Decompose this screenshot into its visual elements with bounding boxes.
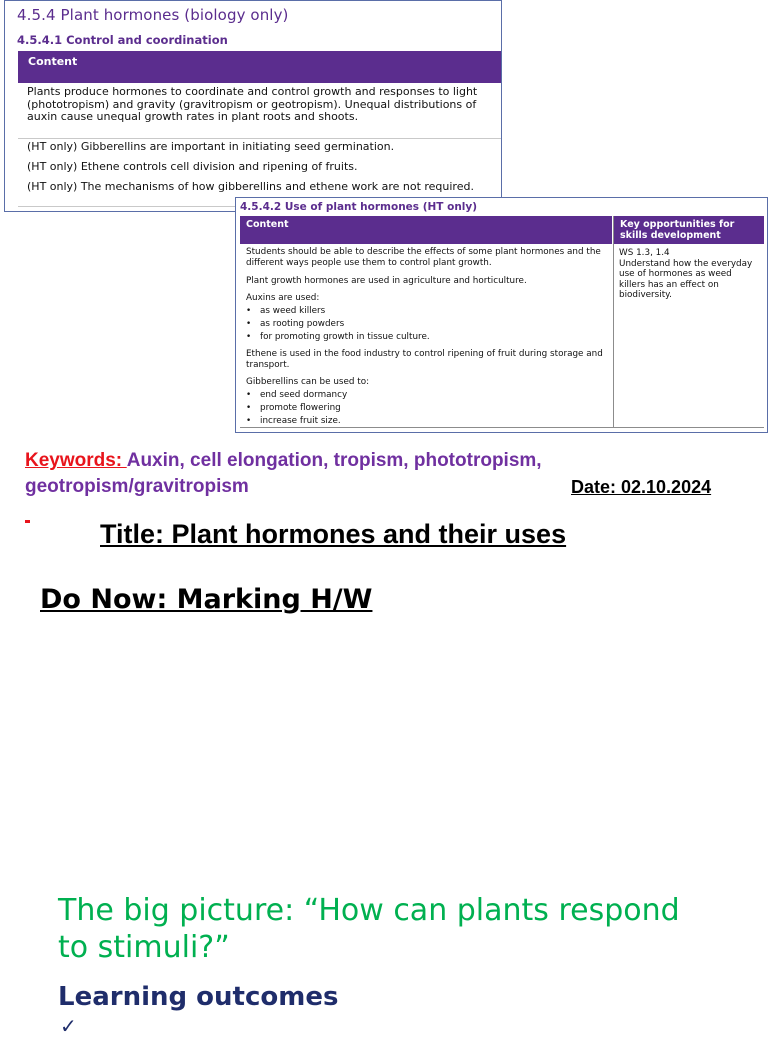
ws-reference: WS 1.3, 1.4 [619, 248, 670, 258]
spec2-skills-header: Key opportunities for skills development [614, 216, 764, 244]
spec1-subheading: 4.5.4.1 Control and coordination [17, 33, 228, 47]
list-item: • promote flowering [246, 403, 341, 413]
spec2-paragraph: Gibberellins can be used to: [246, 377, 370, 387]
spec2-paragraph: Auxins are used: [246, 293, 320, 303]
spec2-paragraph: Students should be able to describe the effects of some plant hormones and the different ways people use them to control plant growth. [246, 247, 601, 268]
keywords-label: Keywords: [25, 450, 127, 471]
bullet-icon: • [246, 403, 252, 413]
spec2-content-header: Content [240, 216, 612, 244]
big-picture-question: The big picture: “How can plants respond to stimuli?” [58, 893, 680, 965]
page-title: Title: Plant hormones and their uses [100, 519, 567, 549]
divider [240, 427, 764, 428]
list-item: • as weed killers [246, 306, 326, 316]
list-item: • for promoting growth in tissue culture. [246, 332, 430, 342]
bullet-icon: • [246, 390, 252, 400]
keywords [25, 448, 585, 500]
skills-text: Understand how the everyday use of hormones as weed killers has an effect on biodiversity. [619, 258, 753, 300]
red-dash-mark [25, 520, 30, 523]
spec-box-control-coordination [4, 0, 502, 212]
checkmark-icon: ✓ [60, 1014, 77, 1038]
spec1-paragraph: Plants produce hormones to coordinate and control growth and responses to light (phototropism) and gravity (gravitropism or geotropism). Unequal distributions of auxin cause unequal growth rates in plant roots and shoots. [27, 85, 478, 123]
spec1-paragraph: (HT only) The mechanisms of how gibberellins and ethene work are not required. [27, 180, 474, 193]
lesson-date: Date: 02.10.2024 [571, 477, 712, 497]
spec-box-use-of-hormones [235, 197, 768, 433]
spec2-heading: 4.5.4.2 Use of plant hormones (HT only) [240, 201, 478, 213]
spec2-paragraph: Ethene is used in the food industry to control ripening of fruit during storage and transport. [246, 349, 603, 370]
spec1-paragraph: (HT only) Ethene controls cell division and ripening of fruits. [27, 160, 358, 173]
learning-outcomes-heading: Learning outcomes [58, 982, 339, 1012]
list-item: • as rooting powders [246, 319, 345, 329]
do-now-heading: Do Now: Marking H/W [40, 584, 373, 615]
spec1-paragraph: (HT only) Gibberellins are important in initiating seed germination. [27, 140, 395, 153]
spec1-heading: 4.5.4 Plant hormones (biology only) [17, 6, 289, 24]
list-item: • increase fruit size. [246, 416, 341, 426]
keywords-list: Auxin, cell elongation, tropism, phototropism, geotropism/gravitropism [25, 450, 542, 497]
spec1-content-header: Content [18, 51, 502, 83]
list-item: • end seed dormancy [246, 390, 348, 400]
bullet-icon: • [246, 306, 252, 316]
skills-column [619, 248, 759, 301]
column-divider [613, 216, 614, 428]
divider [18, 138, 502, 139]
spec2-paragraph: Plant growth hormones are used in agriculture and horticulture. [246, 276, 527, 286]
bullet-icon: • [246, 416, 252, 426]
bullet-icon: • [246, 319, 252, 329]
bullet-icon: • [246, 332, 252, 342]
